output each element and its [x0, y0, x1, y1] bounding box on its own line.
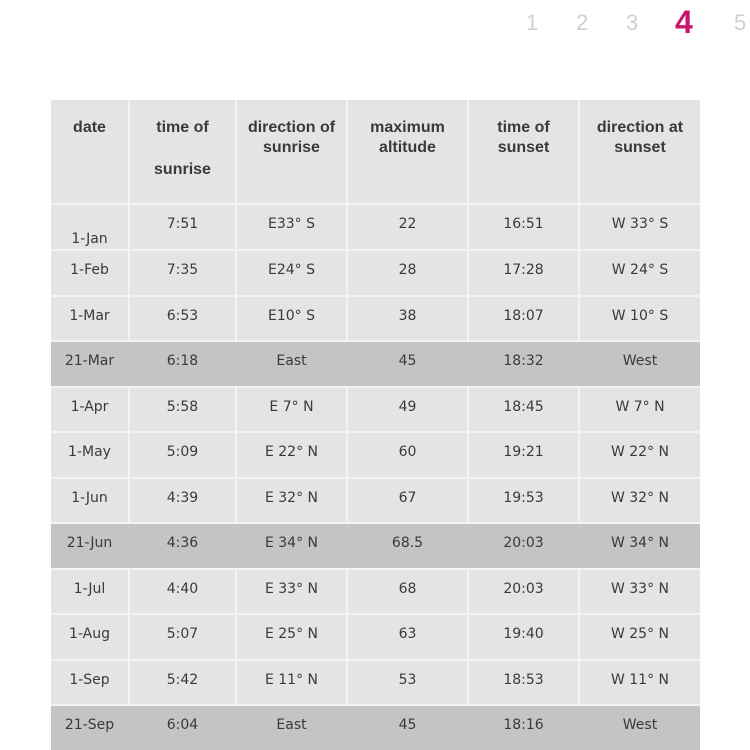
cell-date: 21-Jun — [66, 535, 113, 551]
page-link-1[interactable]: 1 — [526, 10, 539, 35]
header-text: sunset — [614, 139, 666, 156]
cell-date: 1-Aug — [69, 626, 110, 642]
cell-sunset-time: 18:53 — [503, 671, 544, 688]
cell-sunrise-direction: E 7° N — [269, 398, 314, 415]
table-row — [51, 704, 700, 750]
cell-max-altitude: 22 — [398, 216, 417, 232]
cell-max-altitude: 68 — [398, 580, 417, 597]
cell-sunset-direction: W 7° N — [615, 398, 665, 415]
cell-max-altitude: 68.5 — [391, 535, 424, 551]
page-pagination — [520, 4, 750, 36]
header-time-of-sunset — [469, 118, 578, 158]
cell-max-altitude: 38 — [398, 307, 417, 324]
cell-max-altitude: 49 — [398, 398, 417, 415]
cell-max-altitude: 53 — [398, 671, 417, 688]
cell-sunset-direction: W 24° S — [611, 262, 669, 278]
cell-max-altitude: 28 — [398, 262, 417, 278]
cell-date: 1-Jul — [73, 580, 106, 597]
sun-data-table — [51, 100, 700, 746]
cell-sunset-time: 16:51 — [503, 216, 544, 232]
cell-sunrise-time: 5:09 — [166, 444, 199, 460]
cell-sunset-direction: W 25° N — [610, 626, 670, 642]
cell-sunrise-direction: E 22° N — [264, 444, 319, 460]
cell-date: 1-Jun — [71, 489, 108, 506]
cell-max-altitude: 45 — [398, 353, 417, 369]
cell-sunrise-time: 7:35 — [166, 262, 199, 278]
cell-sunset-time: 18:07 — [503, 307, 544, 324]
cell-sunset-time: 19:21 — [503, 444, 544, 460]
cell-sunrise-time: 6:53 — [166, 307, 199, 324]
header-text: time of — [497, 119, 550, 136]
table-row — [51, 659, 700, 705]
cell-sunrise-direction: East — [276, 353, 307, 369]
cell-sunrise-direction: E 33° N — [264, 580, 319, 597]
cell-sunset-time: 19:40 — [503, 626, 544, 642]
cell-sunrise-direction: E 34° N — [264, 535, 319, 551]
cell-sunrise-time: 4:40 — [166, 580, 199, 597]
table-row — [51, 522, 700, 568]
header-date: date — [73, 119, 106, 136]
header-text: time of — [156, 119, 209, 136]
cell-sunset-direction: W 34° N — [610, 535, 670, 551]
table-row — [51, 431, 700, 477]
cell-sunrise-direction: E10° S — [268, 307, 315, 324]
cell-sunset-direction: West — [622, 717, 658, 733]
header-text: altitude — [379, 139, 436, 156]
table-row — [51, 386, 700, 432]
cell-sunrise-time: 6:18 — [166, 353, 199, 369]
table-row — [51, 295, 700, 341]
cell-sunset-direction: W 33° N — [610, 580, 670, 597]
header-text: sunrise — [154, 161, 211, 178]
header-text: direction at — [596, 119, 684, 136]
cell-sunset-direction: W 10° S — [611, 307, 669, 324]
cell-date: 21-Mar — [64, 353, 115, 369]
cell-date: 21-Sep — [64, 717, 115, 733]
table-row — [51, 203, 700, 249]
table-row — [51, 613, 700, 659]
header-text: sunset — [497, 139, 550, 156]
cell-date: 1-May — [68, 444, 111, 460]
cell-sunrise-time: 4:39 — [166, 489, 199, 506]
cell-sunrise-time: 5:07 — [166, 626, 199, 642]
cell-sunset-direction: W 32° N — [610, 489, 670, 506]
cell-sunrise-direction: East — [276, 717, 307, 733]
page-link-4-current[interactable]: 4 — [675, 4, 693, 36]
cell-sunset-time: 20:03 — [503, 580, 544, 597]
table-row — [51, 249, 700, 295]
page-link-3[interactable]: 3 — [626, 10, 639, 35]
cell-max-altitude: 45 — [398, 717, 417, 733]
cell-date: 1-Jan — [71, 231, 108, 247]
cell-sunset-time: 18:32 — [503, 353, 544, 369]
cell-sunrise-direction: E24° S — [268, 262, 315, 278]
cell-max-altitude: 60 — [398, 444, 417, 460]
cell-sunset-direction: W 22° N — [610, 444, 670, 460]
cell-sunset-direction: West — [622, 353, 658, 369]
cell-max-altitude: 67 — [398, 489, 417, 506]
cell-sunrise-time: 5:42 — [166, 671, 199, 688]
cell-max-altitude: 63 — [398, 626, 417, 642]
cell-sunrise-time: 5:58 — [166, 398, 199, 415]
cell-sunset-direction: W 33° S — [611, 216, 669, 232]
cell-date: 1-Mar — [69, 307, 110, 324]
header-maximum-altitude — [348, 118, 467, 158]
cell-sunset-time: 18:45 — [503, 398, 544, 415]
cell-sunrise-time: 6:04 — [166, 717, 199, 733]
cell-sunrise-time: 7:51 — [166, 216, 199, 232]
cell-sunrise-direction: E 11° N — [264, 671, 319, 688]
header-direction-at-sunset — [580, 118, 700, 158]
header-text: sunrise — [263, 139, 320, 156]
cell-date: 1-Apr — [70, 398, 109, 415]
table-row — [51, 477, 700, 523]
cell-sunset-direction: W 11° N — [610, 671, 670, 688]
cell-date: 1-Feb — [70, 262, 109, 278]
cell-sunset-time: 18:16 — [503, 717, 544, 733]
cell-sunset-time: 19:53 — [503, 489, 544, 506]
table-header-row — [51, 100, 700, 203]
header-text: direction of — [247, 119, 336, 136]
table-row — [51, 568, 700, 614]
page-link-5[interactable]: 5 — [734, 10, 747, 35]
page-link-2[interactable]: 2 — [576, 10, 589, 35]
cell-date: 1-Sep — [69, 671, 110, 688]
cell-sunset-time: 20:03 — [503, 535, 544, 551]
header-text: maximum — [370, 119, 445, 136]
cell-sunset-time: 17:28 — [503, 262, 544, 278]
cell-sunrise-direction: E 25° N — [264, 626, 319, 642]
cell-sunrise-direction: E 32° N — [264, 489, 319, 506]
cell-sunrise-direction: E33° S — [268, 216, 315, 232]
cell-sunrise-time: 4:36 — [166, 535, 199, 551]
header-time-of-sunrise — [130, 118, 235, 180]
table-row — [51, 340, 700, 386]
header-direction-of-sunrise — [237, 118, 346, 158]
